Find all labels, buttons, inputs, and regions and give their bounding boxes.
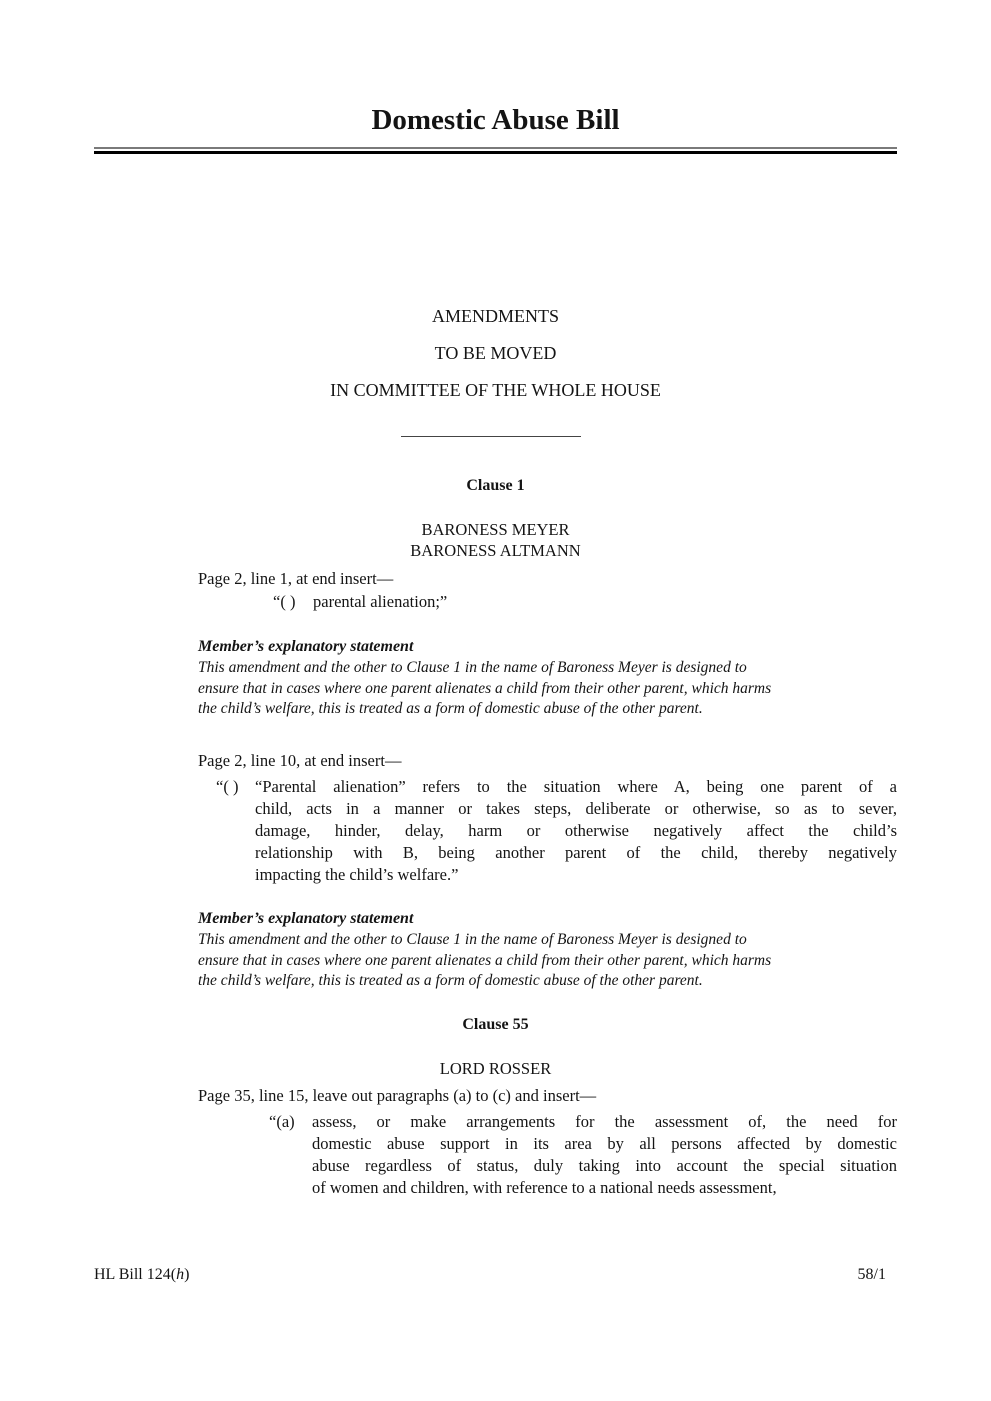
- insert-number: “( ): [273, 592, 296, 611]
- statement-line: ensure that in cases where one parent alienates a child from their other parent, which harms: [198, 951, 772, 969]
- amendment-instruction: Page 2, line 1, at end insert—: [198, 569, 394, 588]
- heading-separator: [401, 436, 581, 437]
- insert-line: damage, hinder, delay, harm or otherwise negatively affect the child’s: [255, 821, 897, 840]
- explanatory-statement-title: Member’s explanatory statement: [198, 910, 414, 927]
- amendment-instruction: Page 35, line 15, leave out paragraphs (a) to (c) and insert—: [198, 1086, 597, 1105]
- explanatory-statement-body: [198, 658, 888, 720]
- explanatory-statement-title: Member’s explanatory statement: [198, 638, 414, 655]
- clause-heading: Clause 1: [466, 477, 525, 494]
- insert-number: “(a): [269, 1112, 295, 1131]
- insert-text-block: [312, 1111, 897, 1199]
- bill-title: Domestic Abuse Bill: [371, 104, 620, 136]
- bill-ref-suffix: ): [184, 1266, 190, 1283]
- insert-number: “( ): [216, 777, 239, 796]
- statement-line: the child’s welfare, this is treated as a form of domestic abuse of the other parent.: [198, 700, 703, 717]
- member-name: LORD ROSSER: [439, 1059, 552, 1078]
- title-rule-thick: [94, 151, 897, 154]
- statement-line: This amendment and the other to Clause 1 in the name of Baroness Meyer is designed to: [198, 931, 747, 948]
- heading-to-be-moved: TO BE MOVED: [434, 343, 557, 363]
- page-reference: 58/1: [857, 1266, 886, 1283]
- statement-line: the child’s welfare, this is treated as a form of domestic abuse of the other parent.: [198, 972, 703, 989]
- amendment-instruction: Page 2, line 10, at end insert—: [198, 751, 402, 770]
- bill-ref-italic: h: [176, 1266, 185, 1283]
- statement-line: ensure that in cases where one parent alienates a child from their other parent, which harms: [198, 679, 772, 697]
- insert-text: parental alienation;”: [313, 592, 448, 611]
- heading-committee: IN COMMITTEE OF THE WHOLE HOUSE: [330, 380, 661, 400]
- heading-amendments: AMENDMENTS: [431, 306, 559, 326]
- insert-text-block: [255, 776, 897, 886]
- insert-line: relationship with B, being another parent of the child, thereby negatively: [255, 843, 897, 862]
- insert-line: impacting the child’s welfare.”: [255, 865, 459, 884]
- insert-line: assess, or make arrangements for the assessment of, the need for: [312, 1112, 897, 1131]
- bill-reference: [94, 1266, 189, 1284]
- statement-line: This amendment and the other to Clause 1 in the name of Baroness Meyer is designed to: [198, 659, 747, 676]
- insert-line: of women and children, with reference to a national needs assessment,: [312, 1178, 777, 1197]
- insert-line: domestic abuse support in its area by all persons affected by domestic: [312, 1134, 897, 1153]
- insert-line: “Parental alienation” refers to the situation where A, being one parent of a: [255, 777, 897, 796]
- explanatory-statement-body: [198, 930, 888, 992]
- member-name: BARONESS MEYER: [421, 520, 570, 539]
- bill-ref-prefix: HL Bill 124(: [94, 1266, 177, 1283]
- member-name: BARONESS ALTMANN: [410, 541, 581, 560]
- clause-heading: Clause 55: [462, 1016, 529, 1033]
- insert-line: child, acts in a manner or takes steps, deliberate or otherwise, so as to sever,: [255, 799, 897, 818]
- title-rule-thin: [94, 147, 897, 149]
- insert-line: abuse regardless of status, duly taking into account the special situation: [312, 1156, 897, 1175]
